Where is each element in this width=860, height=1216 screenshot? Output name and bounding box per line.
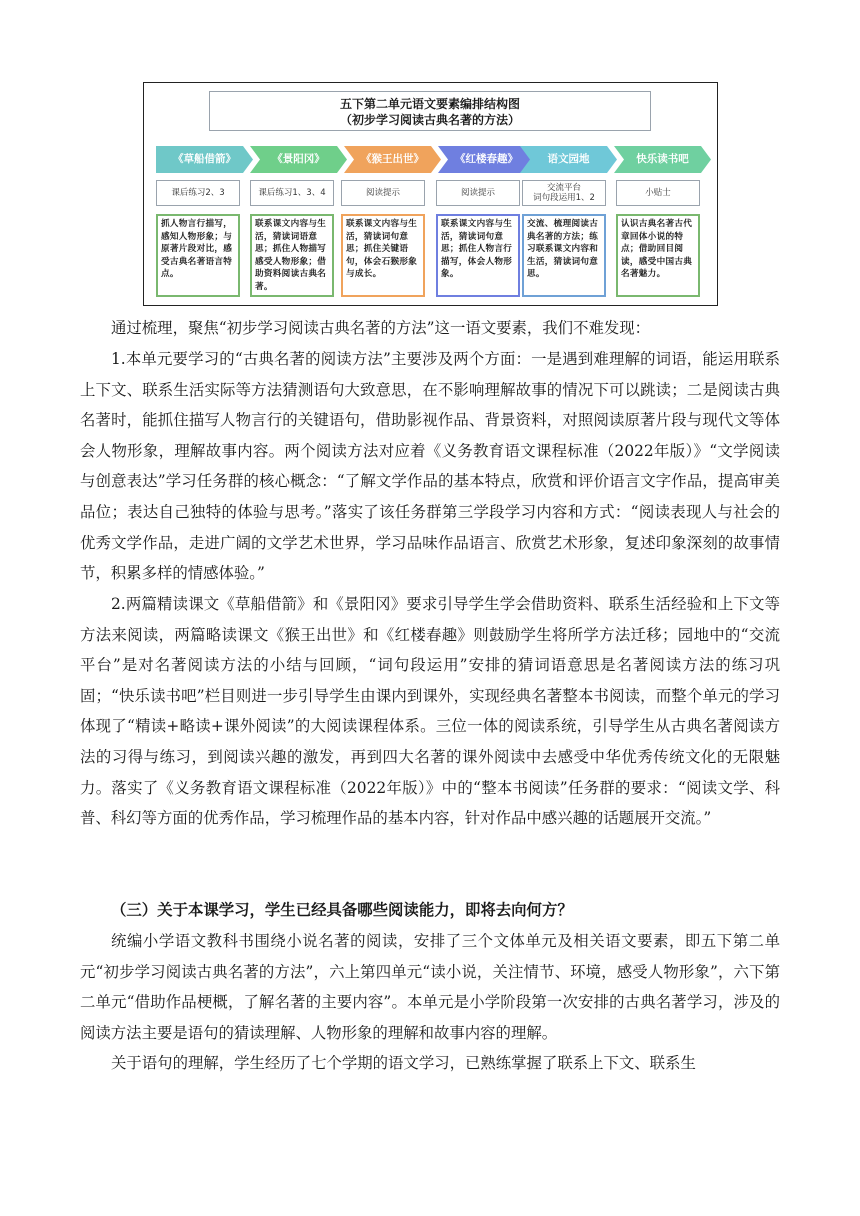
description-box: 联系课文内容与生活，猜读词句意思；抓住关键语句，体会石猴形象与成长。: [341, 214, 425, 297]
chevron-label: 《红楼春趣》: [455, 153, 518, 165]
paragraph-sentence-understanding: 关于语句的理解，学生经历了七个学期的语文学习，已熟练掌握了联系上下文、联系生: [111, 1054, 696, 1072]
paragraph-intro: 通过梳理，聚焦“初步学习阅读古典名著的方法”这一语文要素，我们不难发现：: [111, 319, 651, 337]
description-box: 联系课文内容与生活，猜读词语意思；抓住人物描写感受人物形象；借助资料阅读古典名著。: [250, 214, 334, 297]
section-heading: （三）关于本课学习，学生已经具备哪些阅读能力，即将去向何方？: [111, 901, 573, 919]
paragraph-point-2: 2.两篇精读课文《草船借箭》和《景阳冈》要求引导学生学会借助资料、联系生活经验和上下文等方法来阅读，两篇略读课文《猴王出世》和《红楼春趣》则鼓励学生将所学方法迁移；园地中的“交流平台”是对名著阅读方法的小结与回顾，“词句段运用”安排的猜词语意思是名著阅读方法的练习巩固；“快乐读书吧”栏目则进一步引导学生由课内到课外，实现经典名著整本书阅读，而整个单元的学习体现了“精读+略读+课外阅读”的大阅读课程体系。三位一体的阅读系统，引导学生从古典名著阅读方法的习得与练习，到阅读兴趣的激发，再到四大名著的课外阅读中去感受中华优秀传统文化的无限魅力。落实了《义务教育语文课程标准（2022年版）》中的“整本书阅读”任务群的要求：“阅读文学、科普、科幻等方面的优秀作品，学习梳理作品的基本内容，针对作品中感兴趣的话题展开交流。”: [80, 595, 780, 828]
paragraph-reading-ability: 统编小学语文教科书围绕小说名著的阅读，安排了三个文体单元及相关语文要素，即五下第二单元“初步学习阅读古典名著的方法”，六上第四单元“读小说，关注情节、环境，感受人物形象”，六下第二单元“借助作品梗概，了解名著的主要内容”。本单元是小学阶段第一次安排的古典名著学习，涉及的阅读方法主要是语句的猜读理解、人物形象的理解和故事内容的理解。: [80, 932, 780, 1042]
source-box: [250, 180, 334, 206]
chevron-step-1: [156, 146, 253, 173]
chevron-label: 语文园地: [547, 153, 590, 165]
description-box: 认识古典名著古代章回体小说的特点；借助回目阅读，感受中国古典名著魅力。: [616, 214, 700, 297]
chevron-step-5: [520, 146, 617, 173]
source-label: 阅读提示: [460, 188, 495, 198]
diagram-title-line2: （初步学习阅读古典名著的方法）: [339, 113, 520, 127]
description-box: 抓人物言行描写，感知人物形象；与原著片段对比，感受古典名著语言特点。: [156, 214, 240, 297]
diagram-title: [209, 91, 651, 131]
source-label: 交流平台 词句段运用1、2: [533, 183, 595, 203]
source-box: [341, 180, 425, 206]
source-box: [522, 180, 606, 206]
chevron-label: 《草船借箭》: [173, 153, 236, 165]
source-box: [436, 180, 520, 206]
chevron-step-2: [250, 146, 347, 173]
description-box: 交流、梳理阅读古典名著的方法；练习联系课文内容和生活，猜读词句意思。: [522, 214, 606, 297]
source-box: [156, 180, 240, 206]
diagram-title-line1: 五下第二单元语文要素编排结构图: [339, 97, 520, 111]
chevron-step-6: [614, 146, 711, 173]
source-label: 阅读提示: [365, 188, 400, 198]
unit-structure-diagram: [143, 82, 718, 306]
chevron-label: 快乐读书吧: [636, 153, 689, 165]
description-box: 联系课文内容与生活，猜读词句意思；抓住人物言行描写，体会人物形象。: [436, 214, 520, 297]
source-label: 课后练习1、3、4: [258, 188, 326, 198]
paragraph-point-1: 1.本单元要学习的“古典名著的阅读方法”主要涉及两个方面：一是遇到难理解的词语，能运用联系上下文、联系生活实际等方法猜测语句大致意思，在不影响理解故事的情况下可以跳读；二是阅读古典名著时，能抓住描写人物言行的关键语句，借助影视作品、背景资料，对照阅读原著片段与现代文等体会人物形象，理解故事内容。两个阅读方法对应着《义务教育语文课程标准（2022年版）》“文学阅读与创意表达”学习任务群的核心概念：“了解文学作品的基本特点，欣赏和评价语言文字作品，提高审美品位；表达自己独特的体验与思考。”落实了该任务群第三学段学习内容和方式：“阅读表现人与社会的优秀文学作品，走进广阔的文学艺术世界，学习品味作品语言、欣赏艺术形象，复述印象深刻的故事情节，积累多样的情感体验。”: [80, 350, 780, 583]
chevron-label: 《猴王出世》: [361, 153, 424, 165]
chevron-label: 《景阳冈》: [272, 153, 325, 165]
source-label: 小贴士: [645, 188, 671, 198]
chevron-step-3: [344, 146, 441, 173]
source-label: 课后练习2、3: [171, 188, 225, 198]
source-box: [616, 180, 700, 206]
